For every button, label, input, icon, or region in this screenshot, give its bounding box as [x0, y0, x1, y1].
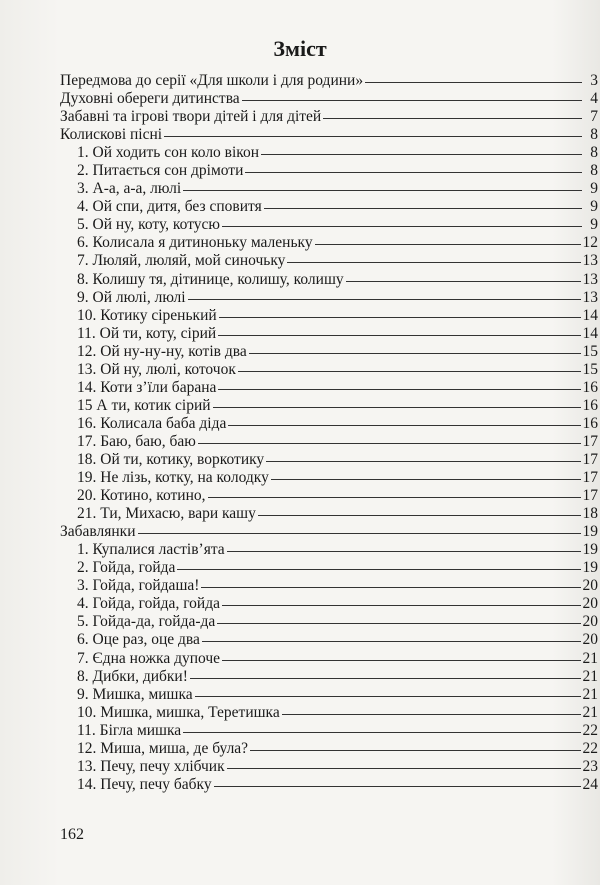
toc-leader-line — [222, 593, 581, 606]
toc-entry-label: 12. Ой ну-ну-ну, котів два — [77, 342, 247, 360]
toc-entry-page: 7 — [590, 108, 598, 126]
toc-entry-page: 20 — [582, 577, 598, 595]
toc-leader-line — [164, 124, 582, 137]
toc-entry-label: 7. Єдна ножка дупоче — [77, 649, 221, 667]
toc-entry-page: 21 — [582, 667, 598, 685]
toc-entry-label: 12. Миша, миша, де була? — [77, 739, 249, 757]
toc-entry-label: 5. Гойда-да, гойда-да — [77, 613, 216, 631]
toc-entry-label: 9. Ой люлі, люлі — [77, 288, 186, 306]
toc-entry-label: 14. Коти з’їли барана — [77, 378, 217, 396]
toc-entry-label: 13. Ой ну, люлі, коточок — [77, 360, 236, 378]
toc-entry-label: 14. Печу, печу бабку — [77, 775, 212, 793]
toc-entry-label: 8. Дибки, дибки! — [77, 667, 188, 685]
toc-leader-line — [264, 196, 582, 209]
toc-entry-label: 7. Люляй, люляй, мой синочьку — [77, 252, 286, 270]
toc-leader-line — [287, 250, 580, 263]
toc-entry-page: 24 — [582, 775, 598, 793]
toc-entry-label: 1. Ой ходить сон коло вікон — [77, 144, 260, 162]
toc-leader-line — [201, 575, 580, 588]
toc-entry-page: 18 — [582, 505, 598, 523]
toc-leader-line — [213, 395, 581, 408]
toc-entry-label: 15 А ти, котик сірий — [77, 396, 211, 414]
table-of-contents — [60, 72, 598, 794]
toc-leader-line — [249, 341, 581, 354]
toc-entry-page: 9 — [590, 180, 598, 198]
toc-entry-page: 14 — [582, 306, 598, 324]
toc-entry-page: 17 — [582, 450, 598, 468]
toc-entry-page: 3 — [590, 72, 598, 89]
toc-leader-line — [195, 684, 581, 697]
toc-entry-label: 3. Гойда, гойдаша! — [77, 577, 200, 595]
toc-entry-page: 13 — [582, 252, 598, 270]
toc-leader-line — [242, 88, 582, 101]
toc-entry-page: 14 — [582, 324, 598, 342]
toc-leader-line — [250, 738, 580, 751]
toc-leader-line — [266, 449, 580, 462]
toc-entry-label: 18. Ой ти, котику, воркотику — [77, 450, 265, 468]
toc-leader-line — [177, 557, 580, 570]
toc-entry-page: 21 — [582, 649, 598, 667]
toc-leader-line — [323, 106, 582, 119]
toc-leader-line — [238, 359, 581, 372]
toc-leader-line — [214, 774, 581, 787]
toc-entry-label: 3. А-а, а-а, люлі — [77, 180, 182, 198]
toc-leader-line — [138, 521, 581, 534]
toc-leader-line — [346, 269, 581, 282]
toc-entry-page: 22 — [582, 739, 598, 757]
toc-entry-label: 17. Баю, баю, баю — [77, 432, 196, 450]
toc-entry-label: Передмова до серії «Для школи і для родини» — [60, 72, 364, 89]
toc-entry-page: 8 — [590, 162, 598, 180]
toc-leader-line — [217, 611, 580, 624]
toc-leader-line — [222, 214, 582, 227]
toc-entry-label: 9. Мишка, мишка — [77, 685, 193, 703]
toc-leader-line — [190, 666, 581, 679]
toc-entry-page: 23 — [582, 757, 598, 775]
toc-leader-line — [365, 70, 582, 83]
toc-leader-line — [227, 539, 581, 552]
toc-entry-page: 4 — [590, 90, 598, 108]
toc-leader-line — [261, 142, 582, 155]
toc-entry-label: Забавлянки — [60, 523, 136, 541]
toc-leader-line — [222, 648, 580, 661]
toc-entry-page: 17 — [582, 469, 598, 487]
toc-entry-page: 13 — [582, 270, 598, 288]
toc-entry-label: 11. Ой ти, коту, сірий — [77, 324, 217, 342]
toc-leader-line — [227, 756, 581, 769]
toc-leader-line — [282, 702, 581, 715]
toc-entry-page: 19 — [582, 559, 598, 577]
toc-entry-label: 11. Бігла мишка — [77, 721, 182, 739]
toc-leader-line — [218, 323, 580, 336]
toc-leader-line — [271, 467, 581, 480]
toc-leader-line — [219, 305, 581, 318]
toc-leader-line — [198, 431, 581, 444]
toc-leader-line — [218, 377, 580, 390]
toc-entry-page: 20 — [582, 613, 598, 631]
toc-entry-page: 16 — [582, 378, 598, 396]
toc-entry-label: 1. Купалися ластів’ята — [77, 541, 225, 559]
toc-leader-line — [183, 178, 582, 191]
toc-entry-label: 4. Ой спи, дитя, без сповитя — [77, 198, 262, 216]
toc-entry-page: 8 — [590, 126, 598, 144]
toc-entry-page: 19 — [582, 541, 598, 559]
toc-leader-line — [245, 160, 582, 173]
toc-entry-page: 16 — [582, 396, 598, 414]
toc-entry-label: Забавні та ігрові твори дітей і для дітей — [60, 108, 322, 126]
toc-leader-line — [315, 232, 581, 245]
toc-entry-page: 20 — [582, 631, 598, 649]
toc-entry-page: 17 — [582, 487, 598, 505]
toc-entry-label: 5. Ой ну, коту, котусю — [77, 216, 220, 234]
page-title: Зміст — [273, 36, 327, 61]
toc-leader-line — [228, 413, 580, 426]
toc-entry-label: 20. Котино, котино, — [77, 487, 206, 505]
toc-entry-label: 10. Мишка, мишка, Теретишка — [77, 703, 280, 721]
toc-entry-page: 21 — [582, 685, 598, 703]
toc-entry-page: 15 — [582, 342, 598, 360]
toc-entry-label: 6. Оце раз, оце два — [77, 631, 200, 649]
toc-entry-label: Колискові пісні — [60, 126, 163, 144]
toc-entry-page: 19 — [582, 523, 598, 541]
toc-entry-label: 2. Гойда, гойда — [77, 559, 176, 577]
toc-entry-page: 12 — [582, 234, 598, 252]
toc-entry-label: 19. Не лізь, котку, на колодку — [77, 469, 269, 487]
toc-entry-page: 9 — [590, 198, 598, 216]
toc-leader-line — [258, 503, 581, 516]
toc-entry-label: 10. Котику сіренький — [77, 306, 217, 324]
toc-entry-page: 8 — [590, 144, 598, 162]
page-number: 162 — [60, 826, 84, 843]
toc-entry-label: 8. Колишу тя, дітинице, колишу, колишу — [77, 270, 344, 288]
toc-entry-label: Духовні обереги дитинства — [60, 90, 240, 108]
toc-entry-page: 20 — [582, 595, 598, 613]
toc-leader-line — [188, 287, 581, 300]
toc-entry-label: 6. Колисала я дитиноньку маленьку — [77, 234, 313, 252]
toc-entry-page: 9 — [590, 216, 598, 234]
toc-leader-line — [202, 629, 581, 642]
toc-entry-label: 4. Гойда, гойда, гойда — [77, 595, 220, 613]
toc-entry-label: 13. Печу, печу хлібчик — [77, 757, 225, 775]
toc-entry-page: 13 — [582, 288, 598, 306]
toc-entry-label: 21. Ти, Михасю, вари кашу — [77, 505, 256, 523]
toc-entry-page: 16 — [582, 414, 598, 432]
toc-entry-page: 17 — [582, 432, 598, 450]
toc-entry-page: 21 — [582, 703, 598, 721]
toc-entry-label: 16. Колисала баба діда — [77, 414, 227, 432]
toc-entry-page: 22 — [582, 721, 598, 739]
toc-leader-line — [208, 485, 581, 498]
toc-entry — [60, 776, 598, 794]
toc-leader-line — [183, 720, 580, 733]
toc-entry-page: 15 — [582, 360, 598, 378]
toc-entry-label: 2. Питається сон дрімоти — [77, 162, 244, 180]
